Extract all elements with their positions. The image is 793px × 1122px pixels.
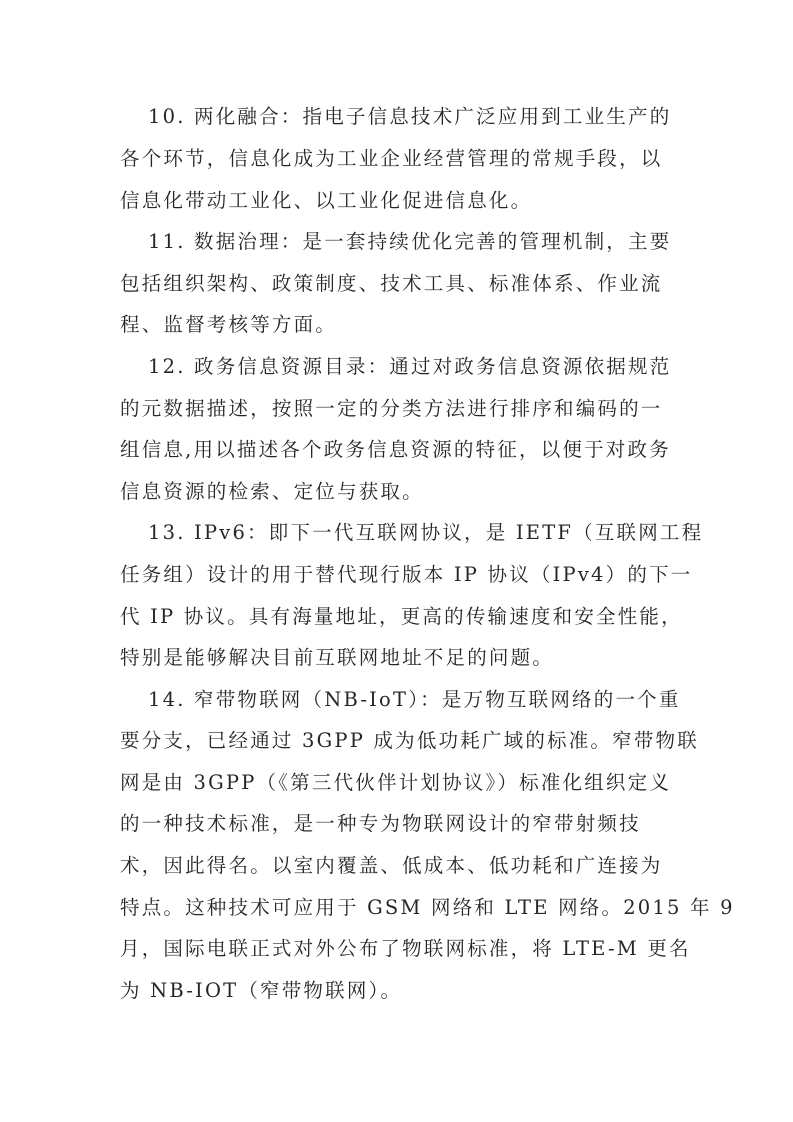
- text-line: 术，因此得名。以室内覆盖、低成本、低功耗和广连接为: [120, 854, 663, 877]
- text-line: 的元数据描述，按照一定的分类方法进行排序和编码的一: [120, 397, 663, 420]
- text-line: 代 IP 协议。具有海量地址，更高的传输速度和安全性能，: [120, 605, 683, 628]
- text-line: 13. IPv6：即下一代互联网协议，是 IETF（互联网工程: [148, 521, 704, 544]
- text-line: 特点。这种技术可应用于 GSM 网络和 LTE 网络。2015 年 9: [120, 896, 735, 919]
- text-line: 特别是能够解决目前互联网地址不足的问题。: [120, 646, 555, 669]
- text-line: 10. 两化融合：指电子信息技术广泛应用到工业生产的: [148, 105, 672, 128]
- text-line: 各个环节，信息化成为工业企业经营管理的常规手段，以: [120, 147, 663, 170]
- text-line: 月，国际电联正式对外公布了物联网标准，将 LTE-M 更名: [120, 937, 691, 960]
- text-line: 任务组）设计的用于替代现行版本 IP 协议（IPv4）的下一: [120, 563, 693, 586]
- text-line: 14. 窄带物联网（NB-IoT）：是万物互联网络的一个重: [148, 688, 681, 711]
- text-line: 信息资源的检索、定位与获取。: [120, 480, 424, 503]
- text-line: 为 NB-IOT（窄带物联网）。: [120, 979, 403, 1002]
- text-line: 程、监督考核等方面。: [120, 313, 338, 336]
- text-line: 网是由 3GPP（《第三代伙伴计划协议》）标准化组织定义: [120, 771, 672, 794]
- text-line: 11. 数据治理：是一套持续优化完善的管理机制，主要: [148, 230, 672, 253]
- text-line: 组信息,用以描述各个政务信息资源的特征，以便于对政务: [120, 438, 671, 461]
- text-line: 包括组织架构、政策制度、技术工具、标准体系、作业流: [120, 272, 663, 295]
- text-line: 的一种技术标准，是一种专为物联网设计的窄带射频技: [120, 812, 641, 835]
- text-line: 信息化带动工业化、以工业化促进信息化。: [120, 189, 533, 212]
- text-line: 12. 政务信息资源目录：通过对政务信息资源依据规范: [148, 355, 672, 378]
- text-line: 要分支，已经通过 3GPP 成为低功耗广域的标准。窄带物联: [120, 729, 699, 752]
